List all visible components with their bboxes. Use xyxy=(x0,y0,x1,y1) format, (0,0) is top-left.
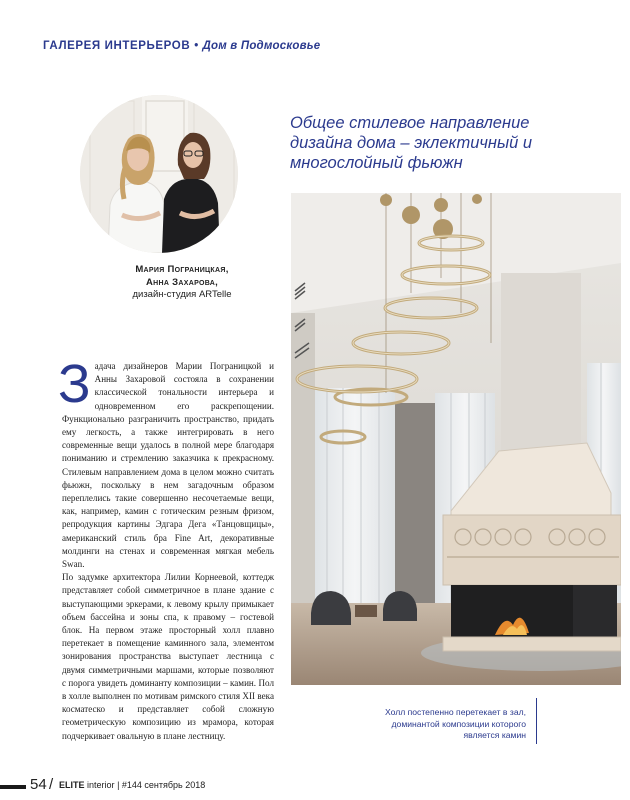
page-footer xyxy=(0,776,260,796)
issue-info: | #144 сентябрь 2018 xyxy=(117,780,206,790)
interior-photo-illustration xyxy=(291,193,621,685)
footer-bar xyxy=(0,785,26,789)
subsection-title: Дом в Подмосковье xyxy=(202,40,321,52)
page-number: 54 xyxy=(30,776,47,793)
designers-portrait xyxy=(80,95,238,253)
section-header xyxy=(43,40,320,52)
designers-photo-illustration xyxy=(80,95,238,253)
article-body xyxy=(58,354,274,743)
designer-name-1: Мария Пограницкая, xyxy=(135,264,229,275)
paragraph-1-text: адача дизайнеров Марии Пограницкой и Анны Захаровой состояла в сохранении классической тональности интерьера и одновременном его раскрепощении. Функционально разграничить пространство, придать ему легкость, а также интегрировать в него современные вещи удалось в полной мере благодаря пониманию и стремлению заказчика к прекрасному. Стилевым направлением дома в целом можно считать фьюжн, поскольку в нем загадочным образом переплелись такие совершенно несочетаемые вещи, как, например, камин с готическим резным фризом, репродукция картины Эдгара Дега «Танцовщицы», американский стиль бра Fine Art, декоративные молдинги на стенах и современная мягкая мебель Swan. xyxy=(62,361,274,570)
magazine-info xyxy=(59,780,205,790)
article-headline: Общее стилевое направление дизайна дома – эклектичный и многослойный фьюжн xyxy=(290,114,533,172)
drop-cap: З xyxy=(58,354,91,414)
designers-credit xyxy=(92,264,272,302)
caption-rule xyxy=(536,698,537,744)
studio-name: дизайн-студия ARTelle xyxy=(132,289,232,300)
separator-dot: • xyxy=(194,40,199,52)
magazine-suffix: interior xyxy=(87,780,115,790)
interior-photo xyxy=(291,193,621,685)
footer-slash: / xyxy=(49,776,54,793)
paragraph-2: По задумке архитектора Лилии Корнеевой, коттедж представляет собой симметричное в плане здание с выступающими эркерами, к левому крылу примыкает объем бассейна и зоны спа, к правому – гостевой блок. На первом этаже просторный холл плавно перетекает в помещение каминного зала, элементом зонирования пространства выступает лестница с двумя симметричными маршами, которые позволяют с порога увидеть доминанту композиции – камин. Пол в холле выполнен по мотивам римского стиля XII века косматеско и представляет собой сложную геометрическую композицию из мрамора, которая подчеркивает овальную в плане лестницу. xyxy=(62,572,274,741)
photo-caption: Холл постепенно перетекает в зал, доминантой композиции которого является камин xyxy=(384,707,526,740)
section-title: ГАЛЕРЕЯ ИНТЕРЬЕРОВ xyxy=(43,40,191,52)
designer-name-2: Анна Захарова, xyxy=(145,276,219,288)
magazine-name: ELITE xyxy=(59,780,85,790)
paragraph-1 xyxy=(58,354,274,571)
